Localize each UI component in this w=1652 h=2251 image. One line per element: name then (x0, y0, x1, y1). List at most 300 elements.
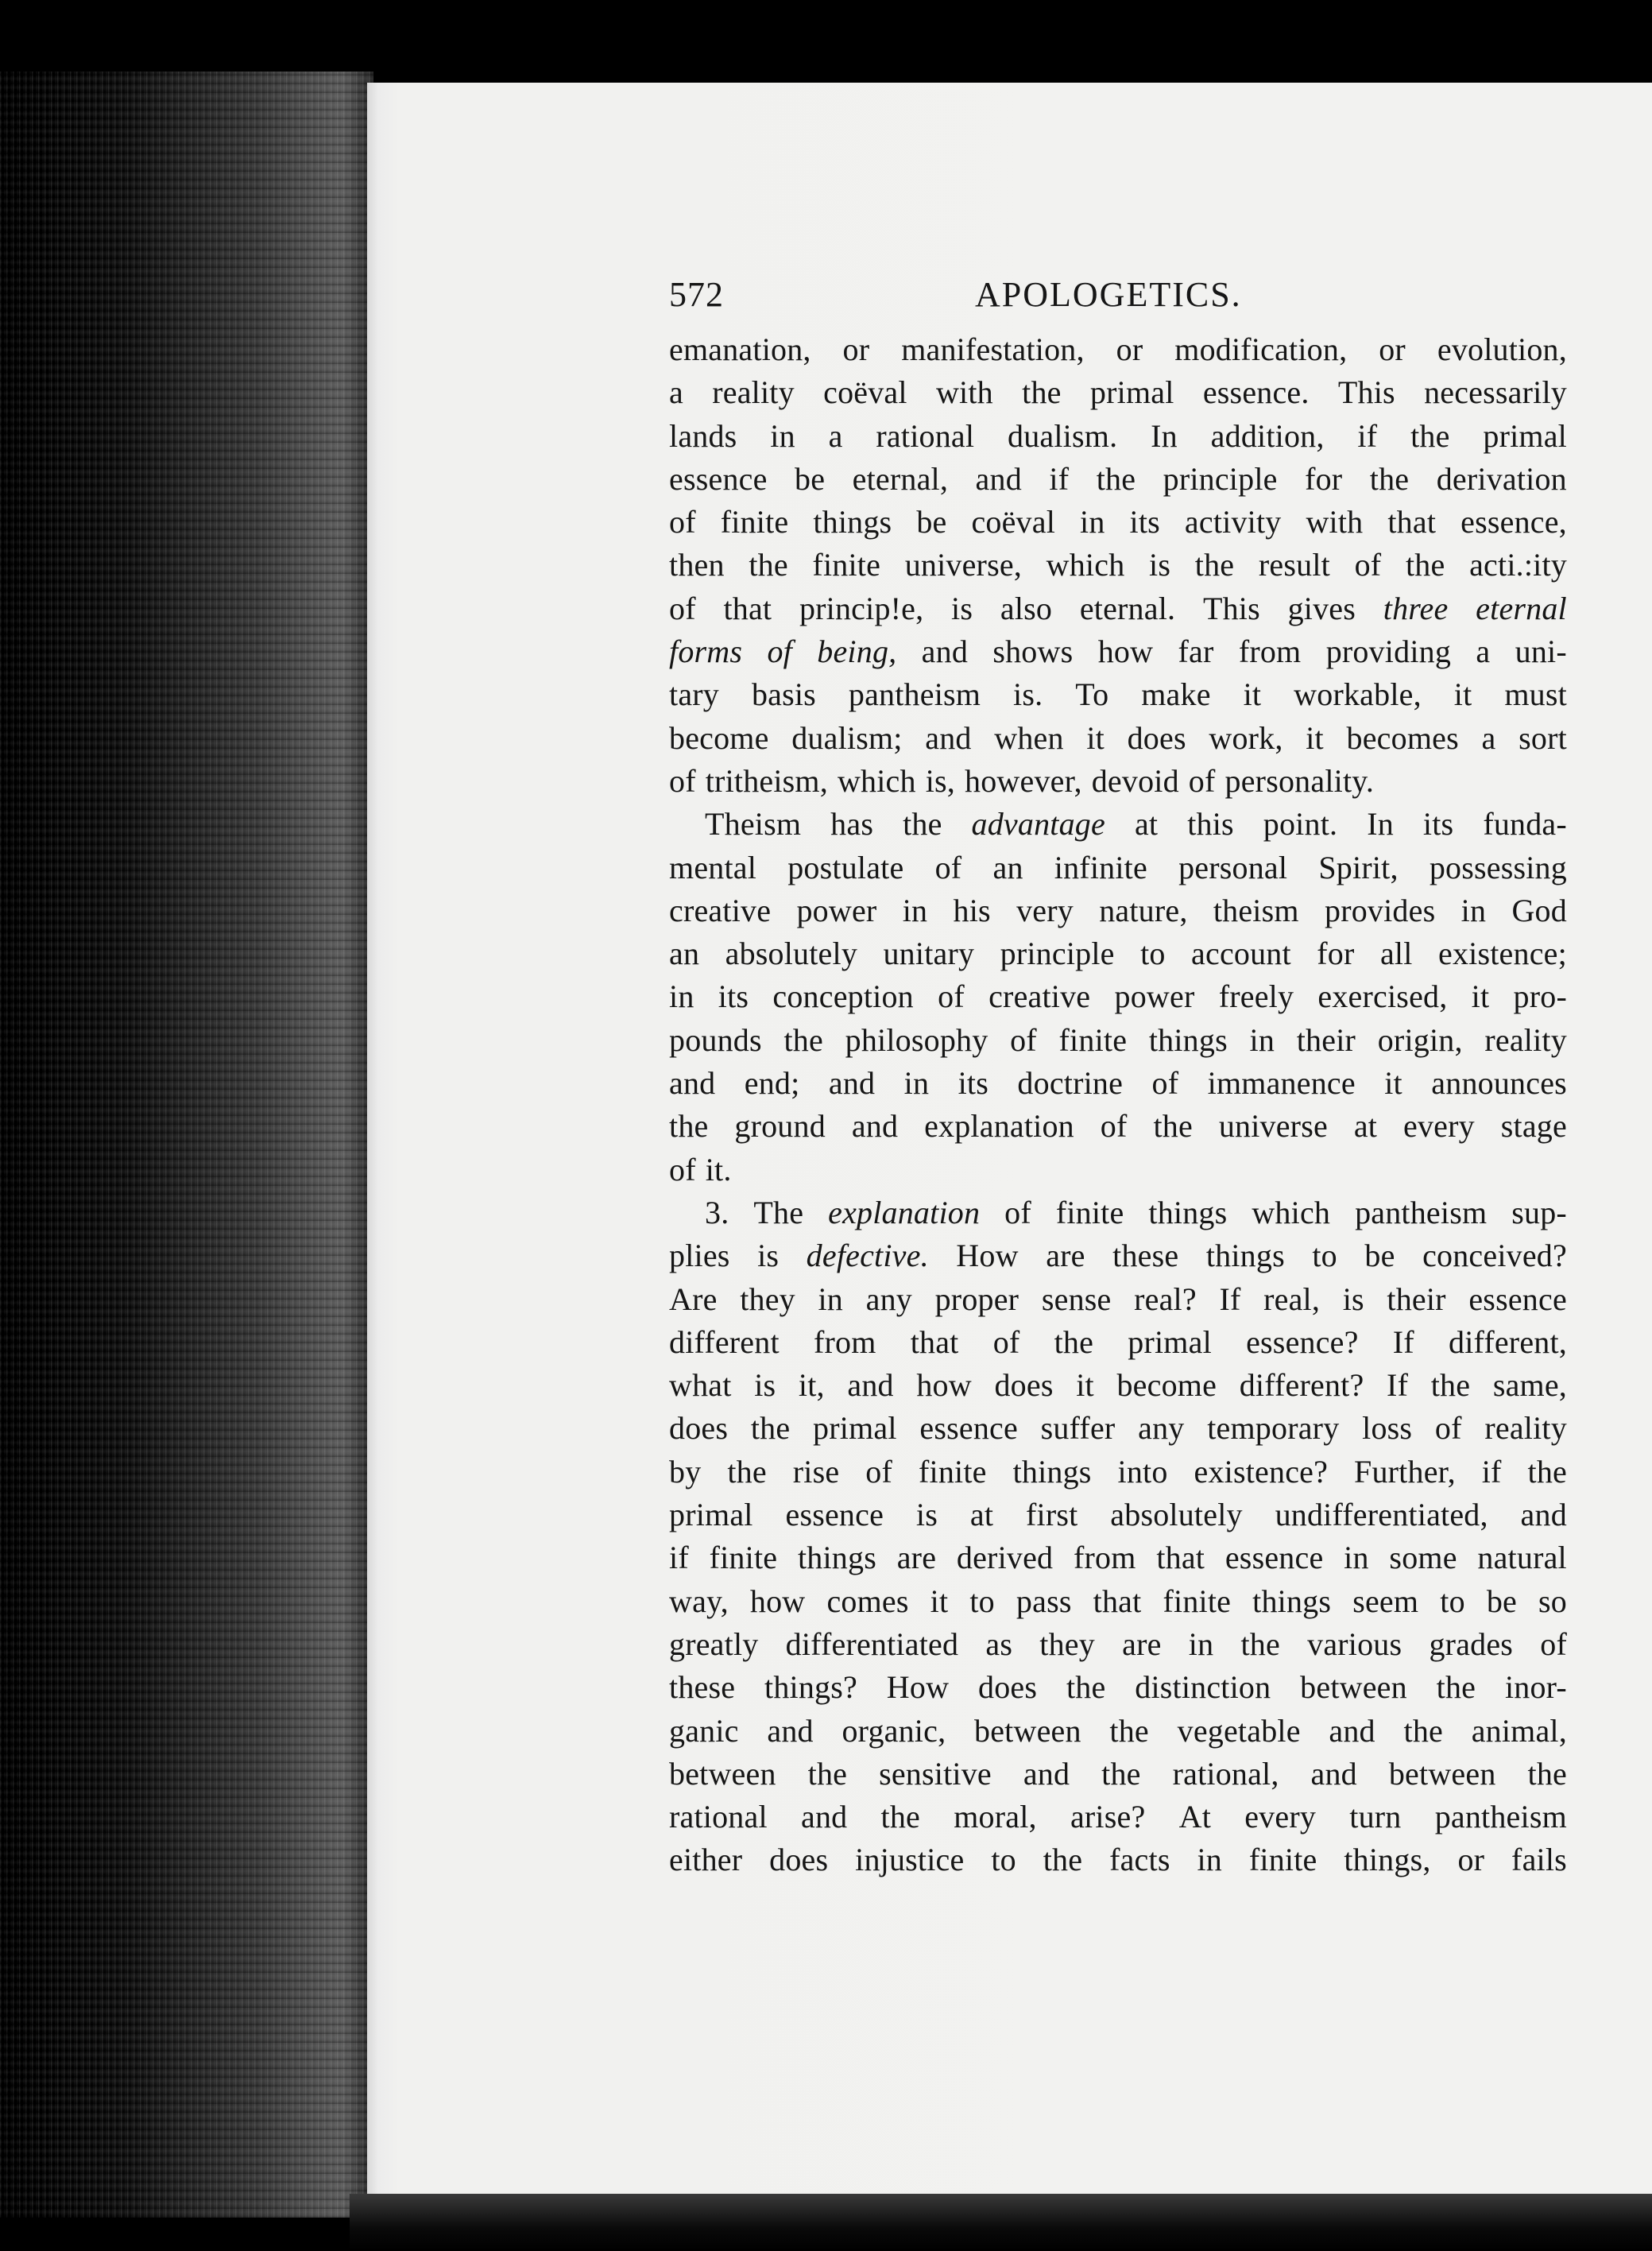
word: and (921, 633, 969, 670)
word: also (1000, 590, 1053, 626)
word: its (958, 1065, 988, 1102)
word: pantheism (848, 676, 981, 713)
word: tritheism, (705, 762, 828, 799)
word: be (795, 460, 826, 497)
word: freely (1218, 978, 1294, 1015)
word: of (669, 590, 696, 626)
word: rational (669, 1799, 768, 1835)
word: or (1457, 1842, 1485, 1878)
text-line (669, 1062, 1567, 1105)
word: any (865, 1280, 912, 1317)
word: rise (792, 1453, 840, 1490)
word: or (1116, 331, 1143, 367)
word: universe (1218, 1108, 1328, 1145)
word: turn (1349, 1799, 1402, 1835)
word: into (1117, 1453, 1168, 1490)
word: end; (744, 1065, 800, 1102)
word: to (1440, 1583, 1465, 1619)
word: coëval (971, 504, 1056, 540)
word: rational (876, 417, 975, 454)
word: it (1086, 719, 1105, 756)
word: essence (669, 460, 768, 497)
word: an (669, 936, 700, 972)
word: be (916, 504, 947, 540)
word: Theism (705, 806, 802, 843)
text-line (669, 1536, 1567, 1579)
word: between (1388, 1755, 1496, 1792)
word: absolutely (725, 936, 858, 972)
word: temporary (1207, 1410, 1340, 1447)
word: from (1074, 1540, 1136, 1576)
word: which (1046, 547, 1125, 583)
word: at (969, 1497, 994, 1533)
word: essence (1468, 1280, 1567, 1317)
word: infinite (1054, 849, 1147, 885)
word: their (1387, 1280, 1446, 1317)
word: it (1076, 1367, 1094, 1404)
word: to (1312, 1238, 1337, 1274)
text-line (669, 501, 1567, 544)
word: primal (669, 1497, 753, 1533)
word: be (1486, 1583, 1517, 1619)
word: is, (925, 762, 955, 799)
word: shows (992, 633, 1074, 670)
word: its (1129, 504, 1160, 540)
word: doctrine (1017, 1065, 1124, 1102)
word: advantage (971, 806, 1105, 843)
word: the (1096, 460, 1136, 497)
word: of (1004, 1194, 1031, 1230)
text-line (669, 1451, 1567, 1494)
word: its (1422, 806, 1454, 843)
word: essence (1224, 1540, 1324, 1576)
word: in (1188, 1625, 1214, 1662)
word: if (1357, 417, 1378, 454)
word: finite (709, 1540, 778, 1576)
word: In (1367, 806, 1394, 843)
word: uni- (1515, 633, 1567, 670)
word: dualism; (791, 719, 903, 756)
word: it (1453, 676, 1472, 713)
word: to (991, 1842, 1016, 1878)
word: God (1511, 892, 1567, 928)
text-line (669, 1666, 1567, 1709)
word: lands (669, 417, 737, 454)
word: is (757, 1238, 780, 1274)
text-line (669, 1321, 1567, 1364)
word: eternal, (852, 460, 949, 497)
word: and (975, 460, 1022, 497)
word: in (902, 892, 928, 928)
word: devoid (1091, 762, 1179, 799)
word: it. (705, 1151, 732, 1187)
text-line (669, 630, 1567, 673)
word: or (842, 331, 870, 367)
word: account (1191, 936, 1291, 972)
word: of (669, 1151, 696, 1187)
word: it (930, 1583, 949, 1619)
word: far (1178, 633, 1214, 670)
word: unitary (883, 936, 975, 972)
word: manifestation, (901, 331, 1085, 367)
word: of (992, 1323, 1020, 1360)
word: distinction (1135, 1669, 1271, 1706)
word: personal (1178, 849, 1288, 885)
word: pantheism (1434, 1799, 1567, 1835)
word: injustice (855, 1842, 965, 1878)
word: or (1379, 331, 1406, 367)
word: reality (1484, 1021, 1567, 1058)
word: finite (812, 547, 881, 583)
word: primal (1128, 1323, 1212, 1360)
word: existence; (1438, 936, 1567, 972)
word: does (994, 1367, 1054, 1404)
word: primal (1483, 417, 1567, 454)
word: of (1188, 762, 1216, 799)
word: of (669, 762, 696, 799)
text-line (669, 587, 1567, 630)
text-line (669, 371, 1567, 414)
word: is (1342, 1280, 1364, 1317)
text-line (669, 1019, 1567, 1062)
word: sup- (1511, 1194, 1567, 1230)
word: the (903, 806, 942, 843)
word: the (669, 1108, 709, 1145)
word: acti.:ity (1469, 547, 1567, 583)
word: some (1389, 1540, 1457, 1576)
word: becomes (1346, 719, 1459, 756)
text-line (669, 1191, 1567, 1234)
word: provides (1325, 892, 1436, 928)
word: the (1066, 1669, 1106, 1706)
word: work, (1209, 719, 1283, 756)
word: princip!e, (799, 590, 924, 626)
word: modification, (1174, 331, 1348, 367)
word: The (753, 1194, 804, 1230)
word: animal, (1471, 1712, 1567, 1749)
word: of (1100, 1108, 1128, 1145)
word: they (1039, 1625, 1095, 1662)
word: grades (1429, 1625, 1514, 1662)
word: reality (1484, 1410, 1567, 1447)
word: to (1140, 936, 1166, 972)
word: things (1012, 1453, 1092, 1490)
word: between (974, 1712, 1081, 1749)
word: If (1392, 1323, 1414, 1360)
word: become (669, 719, 769, 756)
word: things (1252, 1583, 1332, 1619)
word: immanence (1207, 1065, 1356, 1102)
word: of (1354, 547, 1382, 583)
text-line (669, 889, 1567, 932)
word: in (1197, 1842, 1222, 1878)
word: of (1010, 1021, 1037, 1058)
word: various (1307, 1625, 1402, 1662)
word: in (1344, 1540, 1369, 1576)
word: rational, (1172, 1755, 1279, 1792)
word: If (1387, 1367, 1409, 1404)
word: and (851, 1108, 899, 1145)
word: philosophy (845, 1021, 988, 1058)
word: derived (956, 1540, 1054, 1576)
word: finite (1248, 1842, 1317, 1878)
word: necessarily (1424, 374, 1567, 411)
text-line (669, 717, 1567, 760)
word: as (985, 1625, 1013, 1662)
word: creative (988, 978, 1091, 1015)
word: and (1329, 1712, 1375, 1749)
word: theism (1213, 892, 1299, 928)
word: in (1460, 892, 1487, 928)
word: make (1141, 676, 1211, 713)
word: they (740, 1280, 795, 1317)
word: This (1337, 374, 1395, 411)
word: if (669, 1540, 689, 1576)
word: in (818, 1280, 843, 1317)
word: a (1476, 633, 1491, 670)
word: eternal. (1079, 590, 1176, 626)
word: the (1101, 1755, 1141, 1792)
word: differentiated (785, 1625, 959, 1662)
word: his (953, 892, 991, 928)
word: pass (1016, 1583, 1072, 1619)
word: the (1410, 417, 1450, 454)
word: in (1249, 1021, 1275, 1058)
word: for (1317, 936, 1355, 972)
text-line (669, 803, 1567, 846)
word: being, (817, 633, 897, 670)
word: Spirit, (1318, 849, 1399, 885)
word: must (1504, 676, 1567, 713)
word: addition, (1210, 417, 1325, 454)
word: inor- (1504, 1669, 1567, 1706)
word: conception (772, 978, 914, 1015)
word: a (669, 374, 683, 411)
word: the (1403, 1712, 1443, 1749)
word: first (1026, 1497, 1078, 1533)
word: In (1151, 417, 1178, 454)
word: postulate (787, 849, 904, 885)
word: Further, (1354, 1453, 1456, 1490)
word: for (1305, 460, 1343, 497)
word: is (754, 1367, 776, 1404)
word: things (797, 1540, 876, 1576)
word: how (749, 1583, 806, 1619)
word: defective. (806, 1238, 929, 1274)
word: the (1430, 1367, 1471, 1404)
word: to (969, 1583, 995, 1619)
word: things (1148, 1021, 1228, 1058)
word: of (1151, 1065, 1179, 1102)
word: nature, (1099, 892, 1188, 928)
text-line (669, 1407, 1567, 1450)
word: these (669, 1669, 736, 1706)
word: At (1178, 1799, 1212, 1835)
word: when (994, 719, 1064, 756)
word: it (1384, 1065, 1402, 1102)
word: is (915, 1497, 938, 1533)
word: and (1023, 1755, 1070, 1792)
word: that (1387, 504, 1437, 540)
word: real, (1263, 1280, 1321, 1317)
word: essence (919, 1410, 1018, 1447)
word: principle (1163, 460, 1278, 497)
word: and (767, 1712, 814, 1749)
word: finite (1058, 1021, 1128, 1058)
word: the (1527, 1755, 1567, 1792)
book-page-edge (0, 72, 373, 2218)
word: of (938, 978, 965, 1015)
word: the (880, 1799, 921, 1835)
word: with (935, 374, 993, 411)
word: different (669, 1323, 780, 1360)
word: loss (1362, 1410, 1413, 1447)
word: and (925, 719, 972, 756)
word: is (1149, 547, 1171, 583)
word: plies (669, 1238, 730, 1274)
word: things (813, 504, 892, 540)
word: very (1016, 892, 1074, 928)
word: essence (785, 1497, 884, 1533)
word: derivation (1436, 460, 1567, 497)
running-head (669, 274, 1567, 328)
text-line (669, 1753, 1567, 1796)
word: between (1300, 1669, 1407, 1706)
word: How (956, 1238, 1019, 1274)
word: eternal (1476, 590, 1567, 626)
word: exercised, (1317, 978, 1448, 1015)
word: it (1243, 676, 1262, 713)
word: evolution, (1437, 331, 1567, 367)
word: emanation, (669, 331, 811, 367)
text-line (669, 1838, 1567, 1881)
word: tary (669, 676, 719, 713)
text-line (669, 1710, 1567, 1753)
word: proper (934, 1280, 1019, 1317)
word: undifferentiated, (1275, 1497, 1488, 1533)
word: how (916, 1367, 972, 1404)
word: however, (965, 762, 1082, 799)
word: different, (1449, 1323, 1567, 1360)
word: that (1093, 1583, 1142, 1619)
word: the (1022, 374, 1062, 411)
word: things (1205, 1238, 1285, 1274)
word: providing (1325, 633, 1452, 670)
word: is (951, 590, 973, 626)
word: has (830, 806, 874, 843)
text-line (669, 1234, 1567, 1277)
word: and (1520, 1497, 1567, 1533)
word: it, (798, 1367, 825, 1404)
word: that (723, 590, 772, 626)
word: by (669, 1453, 702, 1490)
word: 3. (705, 1194, 729, 1230)
word: conceived? (1422, 1238, 1567, 1274)
word: does (769, 1842, 829, 1878)
word: personality. (1224, 762, 1375, 799)
word: mental (669, 849, 757, 885)
word: finite (918, 1453, 987, 1490)
word: the (1405, 547, 1445, 583)
word: the (750, 1410, 791, 1447)
word: This (1202, 590, 1260, 626)
word: if (1481, 1453, 1502, 1490)
word: universe, (904, 547, 1022, 583)
word: dualism. (1008, 417, 1118, 454)
word: stage (1500, 1108, 1567, 1145)
word: real? (1134, 1280, 1197, 1317)
word: it (1306, 719, 1324, 756)
word: essence. (1202, 374, 1310, 411)
body-text (669, 328, 1567, 1882)
word: does (978, 1669, 1038, 1706)
word: is. (1013, 676, 1043, 713)
text-line (669, 1149, 1567, 1191)
word: then (669, 547, 725, 583)
word: in (770, 417, 795, 454)
word: possessing (1429, 849, 1567, 885)
word: the (1043, 1842, 1083, 1878)
word: the (727, 1453, 767, 1490)
word: the (807, 1755, 848, 1792)
word: essence, (1460, 504, 1567, 540)
word: pounds (669, 1021, 762, 1058)
word: and (847, 1367, 894, 1404)
word: every (1244, 1799, 1317, 1835)
text-line (669, 1105, 1567, 1148)
word: facts (1109, 1842, 1170, 1878)
text-line (669, 1278, 1567, 1321)
word: and (800, 1799, 848, 1835)
word: and (1310, 1755, 1357, 1792)
word: primal (1089, 374, 1174, 411)
text-line (669, 415, 1567, 458)
word: creative (669, 892, 772, 928)
word: with (1306, 504, 1364, 540)
word: are (1122, 1625, 1162, 1662)
word: the (1153, 1108, 1193, 1145)
text-line (669, 1364, 1567, 1407)
text-line (669, 1623, 1567, 1666)
word: the (1054, 1323, 1094, 1360)
word: it (1471, 978, 1490, 1015)
word: reality (712, 374, 795, 411)
word: finite (1163, 1583, 1232, 1619)
word: suffer (1040, 1410, 1116, 1447)
word: basis (751, 676, 816, 713)
word: in (903, 1065, 930, 1102)
word: which (837, 762, 916, 799)
word: Are (669, 1280, 718, 1317)
word: be (1364, 1238, 1395, 1274)
word: in (669, 978, 694, 1015)
word: result (1258, 547, 1330, 583)
word: explanation (828, 1194, 981, 1230)
word: and (828, 1065, 876, 1102)
word: that (1156, 1540, 1205, 1576)
text-line (669, 932, 1567, 975)
word: finite (720, 504, 789, 540)
page-text-block (669, 274, 1567, 1882)
word: essence? (1246, 1323, 1359, 1360)
word: of (1434, 1410, 1462, 1447)
word: are (1046, 1238, 1085, 1274)
text-line (669, 1580, 1567, 1623)
word: does (1127, 719, 1186, 756)
word: of (767, 633, 792, 670)
word: gives (1287, 590, 1356, 626)
page-number: 572 (669, 275, 724, 314)
